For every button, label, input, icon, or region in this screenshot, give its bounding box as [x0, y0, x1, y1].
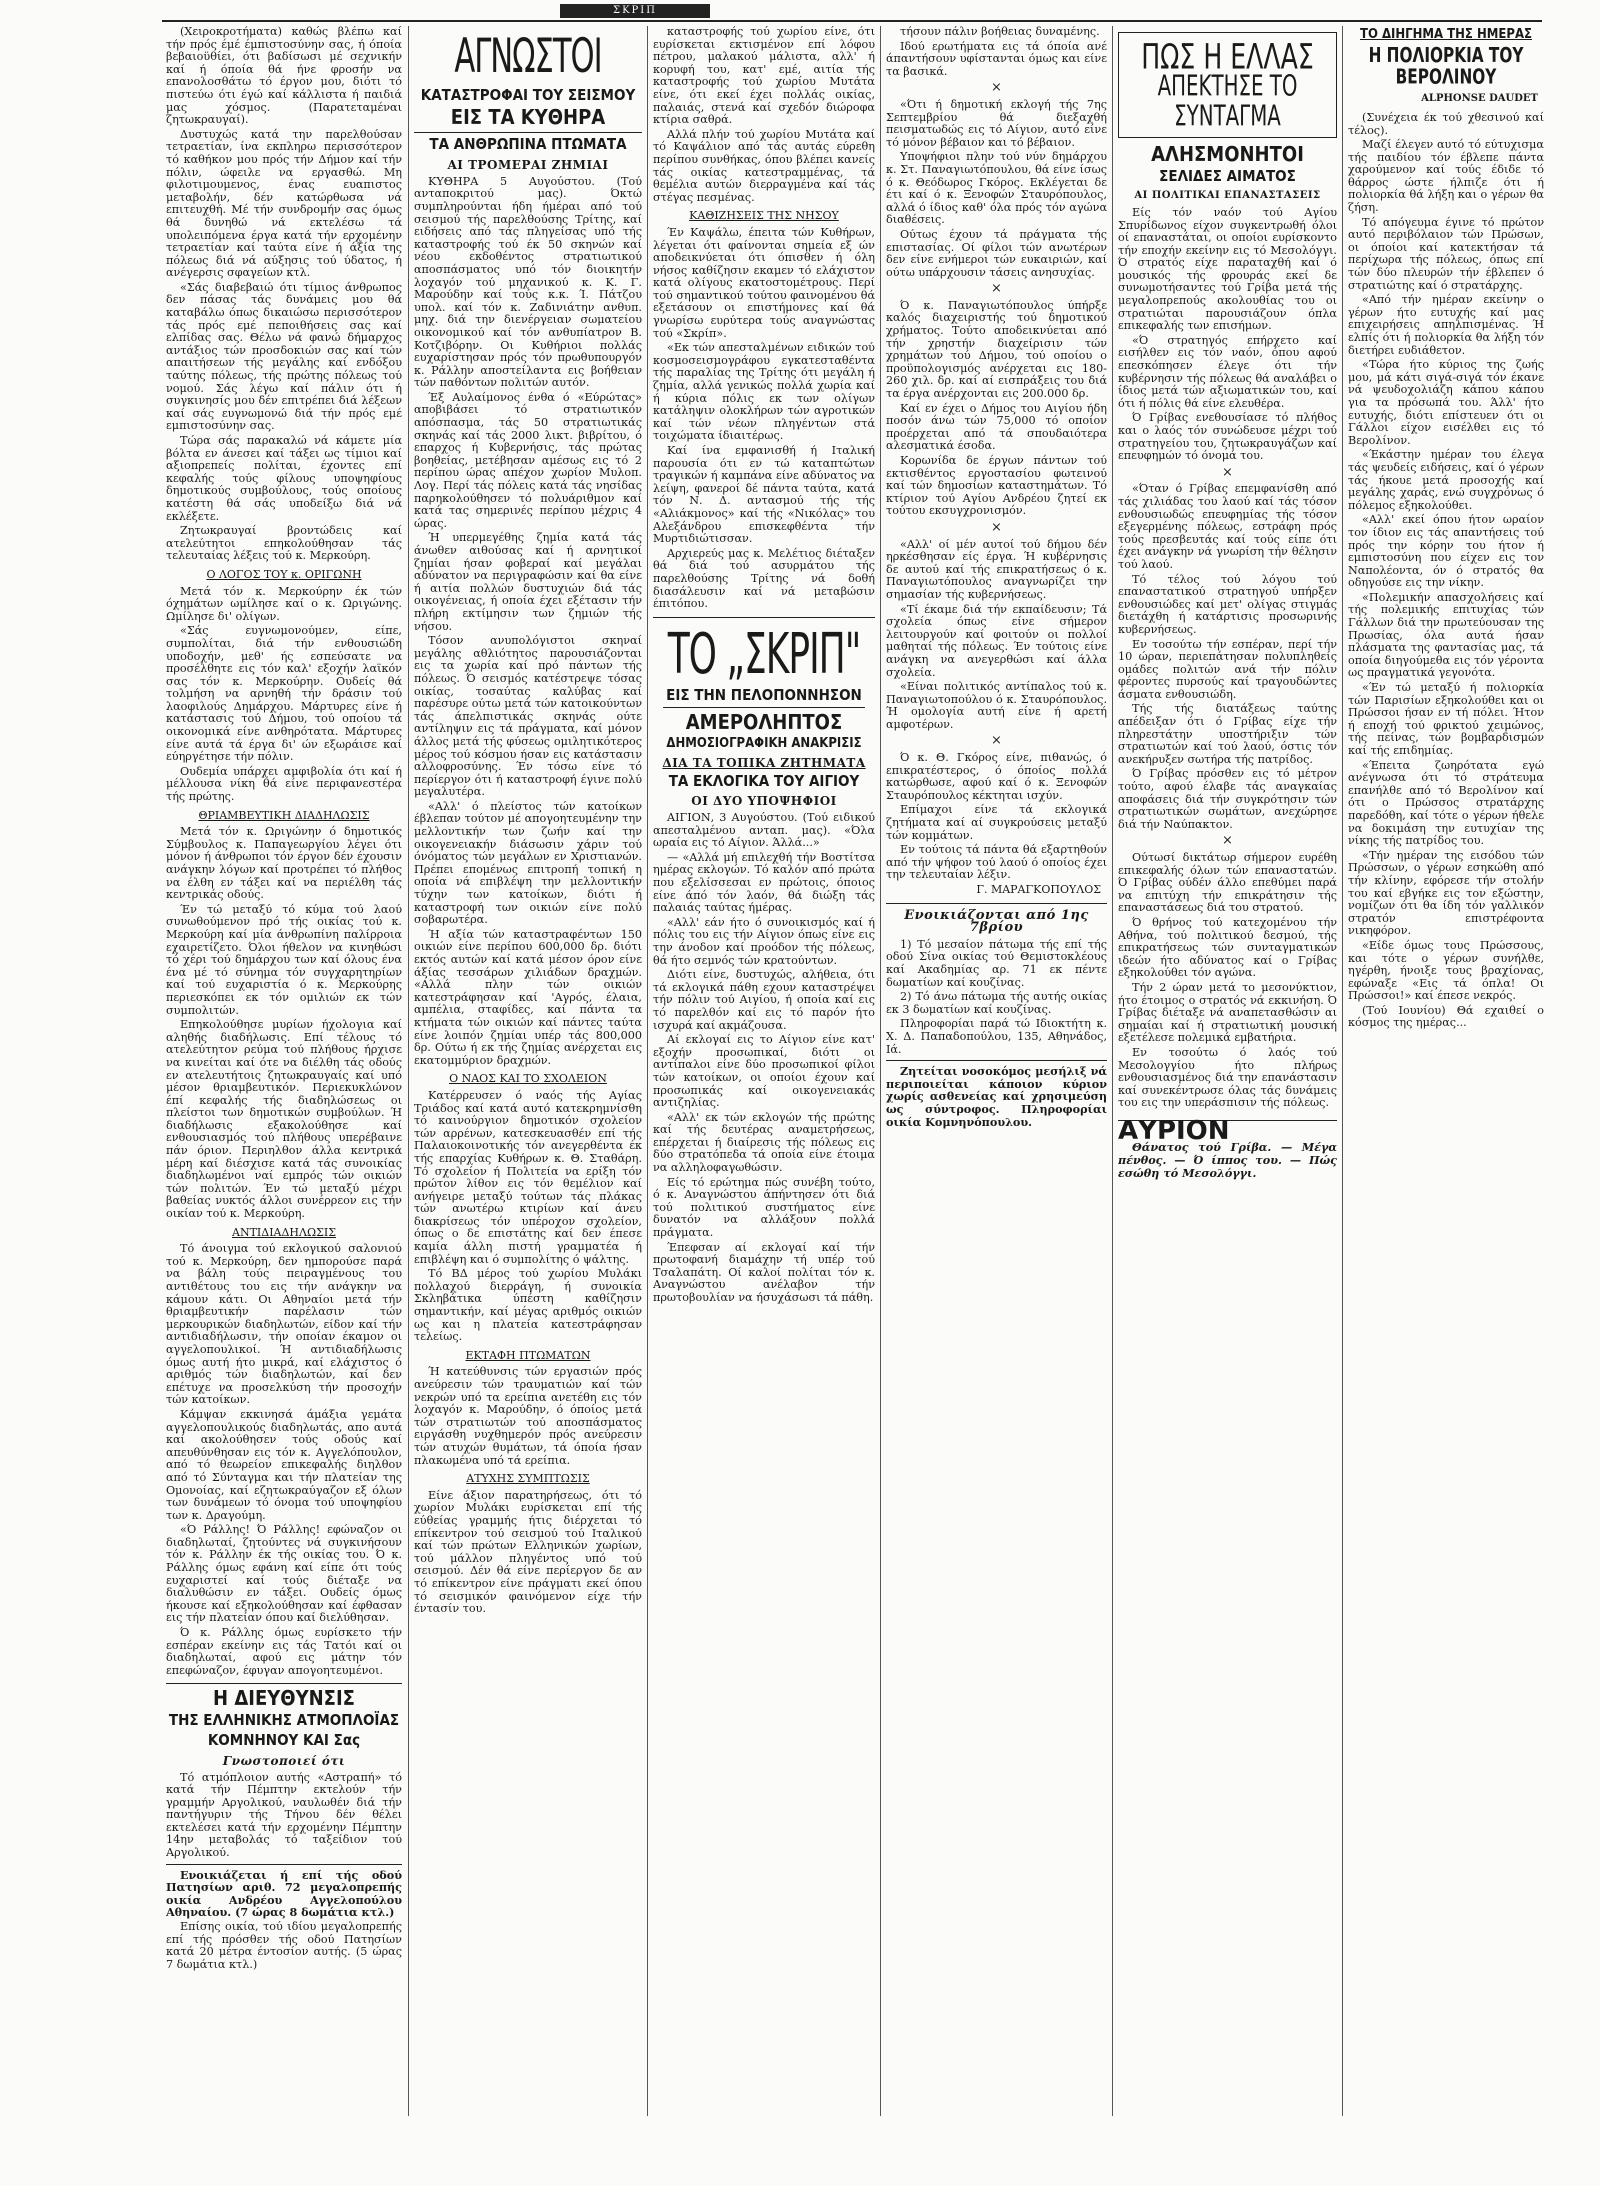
paragraph: Έν τώ μεταξύ τό κύμα τού λαού συνωθούμενον πρό τής οικίας τού κ. Μερκούρη καί μία άνθρωπίνη παλίρροια εχαιρετίζετο. Όλοι ήθελον να κινηθώσι τό χέρι τού δημάρχου των καί όλους ένα ένα μέ τό σύνημα τόν συγχαρητηρίων καί τού ευχαριστία ό κ. Μερκούρης περιεσκόπει εκ τόν ομιλιών εκ τών συμπολιτών. — [166, 902, 402, 1017]
section-heading: ΚΑΘΙΖΗΣΕΙΣ ΤΗΣ ΝΗΣΟΥ — [689, 209, 839, 223]
headline: ΑΜΕΡΟΛΗΠΤΟΣ — [685, 710, 843, 735]
paragraph: «Τώρα ήτο κύριος της ζωής μου, μά κάτι σιγά-σιγά τόν έκανε νά ψευδοχολιάζη κάπου κάπου για τα πρόσωπά του. Άλλ' ήτο ευτυχής, διότι επίστευεν ότι οι Γάλλοι είχον εισέλθει εις τό Βερολίνον. — [1348, 358, 1544, 447]
paragraph: «Αλλ' ό πλείστος τών κατοίκων έβλεπαν τούτον μέ απογοητευμένην την μελλοντικήν των ζωήν καί την οικογενειακήν διάσωσιν χάριν τού όνόματος τών μεγάλων εν Χριστιανών. Πρέπει επομένως επιτροπή τοπική η οποία νά επιβλέψη την μελλοντικήν τύχην των κατοίκων, διότι ή καταστροφή των οικιών είνε πολύ σοβαρωτέρα. — [414, 799, 642, 927]
section-heading: ΘΡΙΑΜΒΕΥΤΙΚΗ ΔΙΑΔΗΛΩΣΙΣ — [198, 808, 370, 822]
paragraph: Καί εν έχει ο Δήμος του Αιγίου ήδη ποσόν άνω τών 75,000 τό οποίον προέρχεται από τά σπουδαιότερα αλεσματικά έσοδα. — [886, 401, 1107, 453]
ad-heading: Ενοικιάζονται από 1ης 7βρίου — [904, 907, 1089, 936]
paragraph: Αρχιερεύς μας κ. Μελέτιος διέταξεν θά διά τού ασυρμάτου τής παρελθούσης Τρίτης νά δοθή διασάλευσιν καί νά μεταβώσιν έπιτόπου. — [653, 546, 875, 611]
headline: ΑΛΗΣΜΟΝΗΤΟΙ — [1151, 141, 1304, 166]
section-heading: Ο ΝΑΟΣ ΚΑΙ ΤΟ ΣΧΟΛΕΙΟΝ — [449, 1072, 607, 1086]
headline: ΤΑ ΕΚΛΟΓΙΚΑ ΤΟΥ ΑΙΓΙΟΥ — [668, 771, 860, 790]
separator-mark: × — [991, 519, 1002, 535]
paragraph: Τόσον ανυπολόγιστοι σκηναί μεγάλης αθλιότητος παρουσιάζονται εις τα χωρία καί πρό πάντων τής πόλεως. Ό σεισμός κατέστρεψε τόσας οικίας, τοσαύτας καλύβας καί παρέσυρε ούτω μετά τών κατοικούντων τάς άπελπιστικάς σκηνάς ούτε αντίληψιν εις τά πράγματα, καί μόνον άλλος μετά τής φύσεως ομιλητικότερος μέρος τού κόσμου ήσαν εις κατάστασιν αλλοφροσύνης. Έν τόσω είνε τό περίεργον ότι ή καταστροφή έγινε πολύ μεγαλυτέρα. — [414, 634, 642, 799]
paragraph: Κατέρρευσεν ό ναός τής Αγίας Τριάδος καί κατά αυτό κατεκρημνίσθη τό καινούργιον δημοτικόν σχολείον τών αρρένων, κατεσκευασθέν επί τής Παλαιοκοινοτικής τόν ανεγερθέντα έκ τής επαρχίας Κυθήρων κ. Θ. Σταθάρη. Τό σχολείον ή Πολιτεία να ερίξη τόν πρώτον λίθον εις τόν θεμέλιον καί ανήγειρε μεταξύ τούτων τάς πλάκας τών ανωτέρω κτιρίων καί άνευ διακρίσεως τόν υπέροχον σχολείον, όπως ο δε επιστάτης καί δεν έπεσε καμία άλλη πιστή γραμματέα ή επιβλέψη και ό συμπολίτης ό ψάλτης. — [414, 1088, 642, 1266]
headline: Η ΠΟΛΙΟΡΚΙΑ ΤΟΥ ΒΕΡΟΛΙΝΟΥ — [1368, 43, 1524, 90]
paragraph: Κορωνίδα δε έργων πάντων τού εκτισθέντος εργοστασίου φωτεινού καί τών δημοσίων καταστημάτων. Τό κτίριον τού Αγίου Ανδρέου ζητεί εκ τούτου εκσυγχρονισμόν. — [886, 454, 1107, 518]
paragraph: Ούτως έχουν τά πράγματα τής επιστασίας. Οί φίλοι τών ανωτέρων δεν είνε ενήμεροι τών ευκαιριών, καί ούτω υπάρχουσιν τάσεις ανησυχίας. — [886, 227, 1107, 279]
paragraph: Τώρα σάς παρακαλώ νά κάμετε μία βόλτα εν άνεσει καί τάξει ως τίμιοι καί αξιοπρεπείς πολίται, έχοντες επί κεφαλής τούς φίλους υποψηφίους δημοτικούς συμβούλους, τούς οποίους κατέστη θά σάς υποδείξω διά νά εκλέξετε. — [166, 434, 402, 523]
paragraph: Ό θρήνος τού κατεχομένου τήν Αθήνα, τού πολιτικού δεσμού, τής επικρατήσεως τών συνταγματικών ιδεών ήτο αδύνατος καί ο Γρίβας εξηκολούθει τόν αγώνα. — [1118, 915, 1337, 980]
section-title: ΤΟ ΔΙΗΓΗΜΑ ΤΗΣ ΗΜΕΡΑΣ — [1359, 27, 1533, 42]
paragraph: «Εκ τών απεσταλμένων ειδικών τού κοσμοσεισμογράφου εγκατεσταθέντα τής παραλίας της Τρίτης ότι μεγάλη ή ζημία, αλλά γενικώς πολλά χωρία καί ή κύρια πόλις εκ των ολίγων κατάληψιν ολοκλήρων τών αγροτικών καί τών νέων πληγέντων στά τοιχώματα ίδιαιτέρως. — [653, 341, 875, 443]
separator-mark: × — [991, 733, 1002, 749]
column-rule — [1112, 26, 1113, 2116]
paragraph: «Σάς ευγνωμονούμεν, είπε, συμπολίται, διά τήν ενθουσιώδη υποδοχήν, μεθ' ής εσπεύσατε να προσέλθητε εις τόν καλ' εξοχήν λαϊκόν σας τόν κ. Μερκούρην. Ουδείς θά τολμήση να αρνηθή τήν δράσιν τού λαοφιλούς Δημάρχου. Μάρτυρες είνε ή κατάστασις τού Δήμου, τού οποίου τά οικονομικά είνε ανθηρότατα. Μάρτυρες είνε αυτά τά έργα δι' ών εξωράισε καί εύηργέτησε τήν πόλιν. — [166, 624, 402, 764]
paragraph: Τής τής διατάξεως ταύτης απέδειξαν ότι ό Γρίβας είχε τήν πληρεστάτην υποστήριξιν τών στρατιωτών καί τού λαού, όστις τόν ανεκήρυξεν σωτήρα τής πατρίδος. — [1118, 702, 1337, 766]
paragraph: Επηκολούθησε μυρίων ήχολογια καί αληθής διαδήλωσις. Επί τέλους τό ατελεύτητον ρεύμα τού πλήθους ήρχισε να κινείται καί ότε να διέλθη τάς οδούς εν ατελευτήτοις ζητωκραυγαίς καί υπό μέσον θριαμβευτικόν. Περιεκυκλώνον έπί κεφαλής τής διαδηλώσεως οι πλείστοι των δημοτικών συμβούλων. Ή διαδήλωσις εξακολούθησε καί ενθουσιασμός τού πλήθους υπερέβαινε πάν όριον. Περιηλθον άλλα κεντρικά μέρη καί διέσχισε κατά τάς συνοικίας διαδηλωμένοι ναί εμπρός τών οικιών τών πολιτών. Έν τώ μεταξύ μέχρι βαθείας νυκτός άλλοι συνέρρεον εις τήν οικίαν τού κ. Μερκούρη. — [166, 1018, 402, 1221]
paragraph: «Τήν ημέραν της εισόδου τών Πρώσσων, ο γέρων εσηκώθη από τήν κλίνην, εφόρεσε τήν στολήν του καί εβγήκε εις τον εξώστην, νομίζων ότι θα ίδη τόν γαλλικόν στρατόν επιστρέφοντα νικηφόρον. — [1348, 848, 1544, 938]
separator-mark: × — [1222, 833, 1233, 849]
subheadline: ΔΙΑ ΤΑ ΤΟΠΙΚΑ ΖΗΤΗΜΑΤΑ — [662, 756, 866, 771]
column-rule — [408, 26, 409, 2116]
headline: ΣΕΛΙΔΕΣ ΑΙΜΑΤΟΣ — [1159, 166, 1296, 185]
column-6 — [1348, 26, 1544, 2116]
paragraph: Έπεφσαν αί εκλογαί καί τήν πρωτοφανή διαμάχην τή υπέρ τού Τσαλαπάτη. Οί καλοί πολίται τόν κ. Αναγνώστου ανέλαβον τήν πρωτοβουλίαν να ήσυχάσωσι τά πάθη. — [653, 1240, 875, 1305]
paragraph: Εν τοσούτω τήν εσπέραν, περί τήν 10 ώραν, περιεπάτησαν πολυπληθείς ομάδες πολιτών ανά τήν πόλιν φέροντες πυρσούς καί τραγουδώντες άσματα ενθουσιώδη. — [1118, 637, 1337, 701]
column-3 — [653, 26, 875, 2116]
paragraph: Ό Γρίβας πρόσθεν εις τό μέτρον τούτο, αφού έλαβε τάς αναγκαίας αποφάσεις διά τήν συγκρότησιν τών στρατιωτικών σωμάτων, ανεχώρησε διά τήν Ναύπακτον. — [1118, 767, 1337, 831]
paragraph: (Συνέχεια έκ τού χθεσινού καί τέλος). — [1348, 110, 1544, 137]
tomorrow-teaser: Θάνατος τού Γρίβα. — Μέγα πένθος. — Ό ίππος του. — Πώς εσώθη τό Μεσολόγγι. — [1118, 1140, 1337, 1180]
divider — [166, 1683, 402, 1684]
paragraph: «Έν τώ μεταξύ ή πολιορκία τών Παρισίων εξηκολούθει και οι Πρώσσοι ήσαν εν τή πόλει. Ήτον ή εποχή τού φρικτού χειμώνος, τής πείνας, τών βομβαρδισμών καί τής επιδημίας. — [1348, 681, 1544, 758]
headline: ΔΗΜΟΣΙΟΓΡΑΦΙΚΗ ΑΝΑΚΡΙΣΙΣ — [666, 736, 862, 752]
paragraph: Μετά τόν κ. Ωριγώνην ό δημοτικός Σύμβουλος κ. Παπαγεωργίου λέγει ότι μόνον ή άνθρωποι τόν έργον δέν έχουσιν ανάγκην λόγων καί προτρέπει τό πλήθος να έλθη εν τάξει καί να περιέλθη τάς κεντρικάς οδούς. — [166, 825, 402, 902]
paragraph: Τό ΒΔ μέρος τού χωρίου Μυλάκι πολλαχού διερράγη, ή συνοικία Σκληβάτικα ύπέστη καθίζησιν σημαντικήν, καί μέγας αριθμός οικιών ως και η πλατεία κατεστράφησαν τελείως. — [414, 1267, 642, 1344]
paragraph: Ή αξία τών καταστραφέντων 150 οικιών είνε περίπου 600,000 δρ. διότι εκτός αυτών καί κατά μέσον όρον είνε άξίας τεσσάρων χιλιάδων δραχμών. «Αλλά πλην τών οικιών κατεστράφησαν καί 'Αγρός, έλαια, αμπέλια, σταφίδες, καί πάντα τα κτήματα τών οικιών καί πάντες ταύτα είνε λοιπόν ζημίαι υπέρ τάς 800,000 δρ. Ούτω ή εκ τής ζημίας ανέρχεται εις εκατομμύριον δραχμών. — [414, 927, 642, 1067]
paragraph: Επίμαχοι είνε τά εκλογικά ζητήματα καί αί συγκρούσεις μεταξύ τών κομμάτων. — [886, 803, 1107, 842]
section-heading: Ο ΛΟΓΟΣ ΤΟΥ κ. ΟΡΙΓΩΝΗ — [206, 567, 362, 581]
column-1 — [166, 26, 402, 2116]
masthead: ΣΚΡΙΠ — [560, 4, 710, 18]
notice-text: Τό ατμόπλοιον αυτής «Αστραπή» τό κατά τήν Πέμπτην εκτελούν τήν γραμμήν Αργολικού, ναυλωθέν διά τήν παντήγυριν τής Τήνου δέν θέλει εκτελέσει κατά τήν ερχομένην Πέμπτην 14ην μεταβολάς τό ταξείδιον τού Αργολικού. — [166, 1770, 402, 1860]
paragraph: Ουδεμία υπάρχει αμφιβολία ότι καί ή μέλλουσα νίκη θά είνε περιφανεστέρα τής πρώτης. — [166, 764, 402, 804]
subheadline: ΑΙ ΠΟΛΙΤΙΚΑΙ ΕΠΑΝΑΣΤΑΣΕΙΣ — [1134, 190, 1321, 202]
paragraph: Ό κ. Παναγιωτόπουλος ύπήρξε καλός διαχειριστής τού δημοτικού χρήματος. Τούτο αποδεικνύεται από τήν χρηστήν διαχείρισιν τών χρημάτων τού Δήμου, τού οποίου ο προϋπολογισμός ανέρχεται εις 180-260 χιλ. δρ. καί αί εισπράξεις του διά τα έργα ανέρχονται εις 200.000 δρ. — [886, 298, 1107, 401]
paragraph: «Έπειτα ζωηρότατα εγώ ανέγνωσα ότι τό στράτευμα επανήλθε από τό Βερολίνον καί ότι ο Πρώσσος στρατάρχης παρεδόθη, καί τότε ο γέρων ήθελε να δοκιμάση την ευτυχίαν της νίκης τής πατρίδος του. — [1348, 758, 1544, 848]
divider — [886, 1060, 1107, 1061]
separator-mark: × — [991, 281, 1002, 297]
paragraph: Ό κ. Ράλλης όμως ευρίσκετο τήν εσπέραν εκείνην εις τάς Τατόι καί οι διαδηλωταί, αφού εις μάτην τόν επεφώναζον, έφυγαν απογοητευμένοι. — [166, 1626, 402, 1677]
column-rule — [647, 26, 648, 2116]
column-2 — [414, 26, 642, 2116]
notice-heading: ΤΗΣ ΕΛΛΗΝΙΚΗΣ ΑΤΜΟΠΛΟΪΑΣ — [168, 1711, 400, 1730]
section-heading: ΑΤΥΧΗΣ ΣΥΜΠΤΩΣΙΣ — [466, 1472, 590, 1486]
paragraph: Είς τόν ναόν τού Αγίου Σπυρίδωνος είχον συγκεντρωθή όλοι οί επαναστάται, οι οποίοι ευρίσκοντο τήν εποχήν εκείνην εις τό Μεσολόγγι. Ό στρατός είχε παραταχθή καί ό μουσικός τής φρουράς εκεί δε συνωμοτήσαντες τού Γρίβα μετά τής μεγαλοπρεπούς ακολουθίας του οι στρατιώται παρουσιάζουν όπλα επικεφαλής των επισήμων. — [1118, 205, 1337, 333]
paragraph: Τό απόγευμα έγινε τό πρώτον αυτό περιβόλαιον τών Πρώσων, οι όποίοι καί κατεκτήσαν τά περίχωρα τής πόλεως, όπως επί τών δύο πλευρών τήν έβλεπεν ό στρατιώτης καί ό στρατάρχης. — [1348, 215, 1544, 292]
column-5 — [1118, 26, 1337, 2116]
paragraph: Διότι είνε, δυστυχώς, αλήθεια, ότι τά εκλογικά πάθη εχουν καταστρέψει τήν πόλιν τού Αιγίου, ή οποία καί εις τό παρελθόν καί εις τό παρόν ήτο ισχυρά καί ακμάζουσα. — [653, 968, 875, 1032]
paragraph: Ιδού ερωτήματα εις τά όποία ανέ άπαντήσουν υφίστανται όμως και είνε τα βασικά. — [886, 39, 1107, 78]
paragraph: Αλλά πλήν τού χωρίου Μυτάτα καί τό Καψάλιον από τάς αυτάς εύρεθη περίπου συνθήκας, όπου βλέπει κανείς τάς οικίας κατεστραμμένας, τά θεμέλια αυτών διερραγμένα καί τάς στέγας πεσμένας. — [653, 127, 875, 204]
column-rule — [1342, 26, 1343, 2116]
paragraph: «Όταν ό Γρίβας επεμφανίσθη από τάς χιλιάδας του λαού καί τάς τόσον ενθουσιωδώς επευφημίας τής τόσον εξεγερμένης πόλεως, εστράφη πρός τούς πρεσβευτάς καί τούς είπε ότι έχει ανάγκην νά γνωρίση τήν θέλησιν τού λαού. — [1118, 482, 1337, 571]
author-byline: ALPHONSE DAUDET — [1421, 93, 1538, 105]
notice-subheading: Γνωστοποιεί ότι — [222, 1753, 346, 1768]
separator-mark: × — [1222, 464, 1233, 480]
paragraph: Ή κατεύθυνσις τών εργασιών πρός ανεύρεσιν τών τραυματιών καί τών νεκρών υπό τα ερείπια ανετέθη εις τόν λοχαγόν κ. Μαρούδην, ό όποίος μετά τών στρατιωτών τού αποσπάσματος ειργάσθη νυχθημερόν πρός ανεύρεσιν τών ατυχών θυμάτων, τά όποία ήσαν πλακωμένα υπό τά ερείπια. — [414, 1365, 642, 1467]
classified-ad: 1) Τό μεσαίον πάτωμα τής επί τής οδού Σίνα οικίας τού Θεμιστοκλέους καί Ακαδημίας αρ. 71 εκ πέντε δωματίων καί κουζίνας. — [886, 937, 1107, 989]
paragraph: Κάμψαν εκκινησά άμάξια γεμάτα αγγελοπουλικούς διαδηλωτάς, απο αυτά καί ακολούθησεν τούς οδούς καί απευθύνθησαν εις τόν κ. Αγγελόπουλον, από τό θεωρείον επικεφαλής διηλθον από τό Σύνταγμα και τήν πλατείαν της Ομονοίας, καί εζητωκραύγαζον εξ όλων των δυνάμεων τό όνομα τού υποψηφίου των κ. Δραγούμη. — [166, 1407, 402, 1522]
separator-mark: × — [991, 80, 1002, 96]
headline: ΚΑΤΑΣΤΡΟΦΑΙ ΤΟΥ ΣΕΙΣΜΟΥ — [420, 85, 636, 104]
paragraph: «Ότι ή δημοτική εκλογή τής 7ης Σεπτεμβρίου θά διεξαχθή πεισματωδώς εις τό Αίγιον, αυτό είνε τό μόνον βέβαιον και τό βέβαιον. — [886, 97, 1107, 149]
divider — [886, 903, 1107, 904]
headline-main: ΠΩΣ Η ΕΛΛΑΣ — [1141, 35, 1314, 78]
classified-ad: Πληροφορίαι παρά τώ Ιδιοκτήτη κ. Χ. Δ. Παπαδοπούλου, 135, Αθηνάδος, Ιά. — [886, 1017, 1107, 1056]
notice-heading: Η ΔΙΕΥΘΥΝΣΙΣ — [213, 1686, 355, 1711]
paragraph: Ή υπερμεγέθης ζημία κατά τάς άνωθεν αιθούσας καί ή αρνητικοί ζημίαι ήσαν φοβεραί καί μεγάλαι αδύνατον να περιγραφώσιν καί θα είνε ή αιτία πολλών δυστυχιών διά τάς οικογένειας, ή οποία έχει εξέτασιν τήν πλήρη εκτίμησιν των ζημιών τής νήσου. — [414, 531, 642, 633]
divider — [166, 1864, 402, 1865]
paragraph: Τό τέλος τού λόγου τού επαναστατικού στρατηγού υπήρξεν ενθουσιώδες καί μετ' ολίγας στιγμάς διετάχθη ή κατάρτισις προσωρινής κυβερνήσεως. — [1118, 572, 1337, 636]
classified-ad: Ενοικιάζεται ή επί τής οδού Πατησίων αριθ. 72 μεγαλοπρεπής οικία Ανδρέου Αγγελοπούλου Αθηναίου. (7 ώρας 8 δωμάτια κτλ.) — [166, 1867, 402, 1920]
paragraph: «Έκάστην ημέραν του έλεγα τάς ψευδείς ειδήσεις, καί ό γέρων τάς ήκουε μετά προσοχής καί μεγάλης χαράς, ενώ συγχρόνως ό πόλεμος εξηκολούθει. — [1348, 448, 1544, 512]
paragraph: Είνε άξιον παρατηρήσεως, ότι τό χωρίον Μυλάκι ευρίσκεται επί τής εύθείας γραμμής ήτις διέρχεται τό επίκεντρον τού σεισμού τού Ιταλικού καί τών πρώτων Ελληνικών χωρίων, τού μάλλον πληγέντος υπό τού σεισμού. Δέν θά είνε περίεργον δε αν τό επίκεντρον είνε πράγματι εκεί όπου τό σεισμικόν φαινόμενον είχε τήν έντασίν του. — [414, 1488, 642, 1616]
subheadline: ΟΙ ΔΥΟ ΥΠΟΨΗΦΙΟΙ — [691, 794, 837, 809]
paragraph: «Αλλ' οί μέν αυτοί τού δήμου δέν ηρκέσθησαν είς έργα. Ή κυβέρνησις δε αυτού καί τής επικρατήσεως ό κ. Παναγιωτόπουλος αναγνωρίζει την σημασίαν τής κυβερνήσεως. — [886, 537, 1107, 601]
paragraph: «Σάς διαβεβαιώ ότι τίμιος άνθρωπος δεν πάσας τάς δυνάμεις μου θά καταβάλω όπως δικαιώσω περισσότερον τάς πρός εμέ πεποιθήσεις σας καί ελπίδας σας. Θέλω νά φανώ δήμαρχος αντάξιος τών προσδοκιών σας καί τών απαιτήσεων τής μεγάλης καί ενδόξου ταύτης πόλεως, τής πρώτης πόλεως τού νομού. Σάς λέγω καί πάλιν ότι ή συγκινησίς μου δέν επιτρέπει διά λέξεων καί σάς ευγνωμονώ διά τήν πρός εμέ εμπιστοσύνην σας. — [166, 280, 402, 433]
classified-ad: Ζητείται νοσοκόμος μεσήλιξ νά περιποιείται κάποιον κύριον χωρίς ασθενείας καί χρησιμεύση ως σύντροφος. Πληροφορίαι οικία Κομνηνόπουλου. — [886, 1064, 1107, 1129]
paragraph: Τό άνοιγμα τού εκλογικού σαλονιού τού κ. Μερκούρη, δεν ημπορούσε παρά να βάλη τούς πειραγμένους του αντιθέτους του εις τήν ανάγκην να κάμουν κάτι. Οι Αθηναίοι μετά τήν θριαμβευτικήν παρέλασιν τών μερκουρικών διαδηλωτών, είδον καί τήν αντιδιαδήλωσιν, τήν οποίαν έκαμον οι αγγελοπουλικοί. Ή αντιδιαδήλωσις όμως αυτή ήτο μικρά, καί ελάχιστος ό αριθμός τών διαδηλωτών, καί δεν επέτυχε να προσελκύση τήν προσοχήν τών κατοίκων. — [166, 1242, 402, 1407]
paragraph: Τήν 2 ώραν μετά το μεσονύκτιον, ήτο έτοιμος ο στρατός νά εκκινήση. Ό Γρίβας διέταξε νά αναπετασθώσιν αι σημαίαι καί ή στρατιωτική μουσική εξετέλεσε πολεμικά εμβατήρια. — [1118, 980, 1337, 1045]
paragraph: «Ό στρατηγός επήρχετο καί εισήλθεν εις τόν ναόν, όπου αφού επεσκόπησεν έλεγε ότι τήν κυβέρνησιν τής πόλεως θά αναλάβει ο ίδιος μετά τών αξιωματικών του, καί ότι ή πόλις θά είνε ελευθέρα. — [1118, 333, 1337, 410]
paragraph: Ό κ. Θ. Γκόρος είνε, πιθανώς, ό επικρατέστερος, ό όποίος πολλά κατώρθωσε, αφού καί ό κ. Ξενοφών Σταυρόπουλος κέκτηται ισχύν. — [886, 751, 1107, 802]
section-heading: ΑΝΤΙΔΙΑΔΗΛΩΣΙΣ — [232, 1225, 336, 1239]
classified-ad: Επίσης οικία, τού ιδίου μεγαλοπρεπής επί τής πρόσθεν τής οδού Πατησίων κατά 20 μέτρα έντοσίον αυτής. (5 ώρας 7 δωμάτια κτλ.) — [166, 1920, 402, 1971]
paragraph: — «Αλλά μή επιλεχθή τήν Βοστίτσα ημέρας εκλογών. Τό καλόν από πρώτα που εξελίσσεσαι εν πρώτοις, όποιος είνε άπό τόν λαόν, θά διώξη τάς παλαιάς ταύτας ήμέρας. — [653, 850, 875, 915]
paragraph: Έξ Αυλαίμονος ένθα ό «Εύρώτας» αποβιβάσει τό στρατιωτικόν απόσπασμα, τάς 50 στρατιωτικάς σκηνάς καί τάς 2000 λικτ. βιβρίτου, ό επαρχος ή Κυβερνήσις, τάς πρώτας βοηθείας, μετέβησαν αμέσως εις τό 2 περίπου ώρας απέχον χωρίον Μυλοπ. Λογ. Περί τάς πόλεις κατά τάς νησίδας παρηκολούθησεν τό πολυάριθμον καί κατά τας σημερινές περίπου μέχρις 4 ώρας. — [414, 390, 642, 530]
paragraph: Ό Γρίβας ενεθουσίασε τό πλήθος και ο λαός τόν συνώδευσε μέχρι τού στρατηγείου του, ζητωκραυγάζων καί επευφημών τό όνομά του. — [1118, 411, 1337, 463]
tomorrow-heading: ΑΥΡΙΟΝ — [1118, 1120, 1337, 1138]
paragraph: «Είδε όμως τους Πρώσσους, και τότε ο γέρων συνήλθε, ηγέρθη, ήνοιξε τους βραχίονας, εφώναξε «Εις τά όπλα! Οι Πρώσσοι!» καί έπεσε νεκρός. — [1348, 938, 1544, 1003]
paragraph: ΚΥΘΗΡΑ 5 Αυγούστου. (Τού ανταποκριτού μας). Όκτώ συμπληρούνται ήδη ήμέραι από τού σεισμού τής παρελθούσης Τρίτης, καί ειδήσεις από τάς πληγείσας υπό τής καταστροφής τού έκ 50 σκηνών καί νέου εκδοθέντος στρατιωτικού αποσπάσματος υπό τόν διοικητήν λοχαγόν τού μηχανικού κ. Κ. Γ. Μαρούδην καί τούς κ.κ. Ί. Πάτζου υπολ. καί τόν κ. Ζαδινιάτην ανθυπ. μηχ. διά την διενέργειαν σωματείου οικονομικού καί τόν ανθυπίατρον Β. Κοτζιβόρην. Οι Κυθήριοι πολλάς ευχαρίστησαν πρός τόν πρωθυπουργόν κ. Ράλλην αποστείλαντα εις βοήθειαν τών παθόντων πολιτών αυτόν. — [414, 174, 642, 390]
paragraph: (Τού Ιουνίου) Θά εχαιθεί ο κόσμος της ημέρας... — [1348, 1003, 1544, 1030]
paragraph: Αί εκλογαί εις το Αίγιον είνε κατ' εξοχήν προσωπικαί, διότι οι αντίπαλοι είνε δύο προσωπικοί φίλοι τών κατοίκων, οι οποίοι έχουν καί προσωπικάς καί οικογενειακάς αντιζηλίας. — [653, 1033, 875, 1110]
paragraph: Μετά τόν κ. Μερκούρην έκ τών όχημάτων ωμίλησε καί ο κ. Ωριγώνης. Ωμίλησε δι' ολίγων. — [166, 584, 402, 623]
paragraph: Ούτωσί δικτάτωρ σήμερον ευρέθη επικεφαλής όλων τών επαναστατών. Ό Γρίβας ούδέν άλλο επεθύμει παρά να επιτύχη τήν επικράτησιν τής επαναστάσεως διά του στρατού. — [1118, 851, 1337, 915]
paragraph: Είς τό ερώτημα πώς συνέβη τούτο, ό κ. Αναγνώστου άπήντησεν ότι διά τού πολιτικού συστήματος είνε δυνατόν να αλλάξουν πολλά πράγματα. — [653, 1175, 875, 1240]
paragraph: «Από τήν ημέραν εκείνην ο γέρων ήτο ευτυχής καί μας επιχειρήσεις απηλπισμένας. Ή ελπίς ότι ή πολιορκία θα λήξη τόν διετήρει ευδιάθετον. — [1348, 293, 1544, 357]
subheadline: ΑΙ ΤΡΟΜΕΡΑΙ ΖΗΜΙΑΙ — [447, 158, 609, 173]
paragraph: καταστροφής τού χωρίου είνε, ότι ευρίσκεται εκτισμένον επί λόφου πέτρου, μαλακού μάλιστα, αλλ' ή κορυφή του, κατ' εμέ, αιτία τής καταστροφής τού χωρίου Μυτάτα είνε, ότι εκεί έχει πολλάς οικίας, παλαιάς, στενά καί σχεδόν διώροφα κτίρια σαθρά. — [653, 26, 875, 127]
classified-ad: 2) Τό άνω πάτωμα τής αυτής οικίας εκ 3 δωματίων καί κουζίνας. — [886, 990, 1107, 1016]
column-4 — [886, 26, 1107, 2116]
paragraph: «Αλλ' εάν ήτο ό συνοικισμός καί ή πόλις του εις τήν Αίγιον όπως είνε εις την άνοδον καί προόδον τής πόλεως, θά ήτο σεμνός τών κρατούντων. — [653, 915, 875, 967]
divider — [663, 707, 865, 708]
headline-box — [1118, 32, 1337, 138]
paragraph: ΑΙΓΙΟΝ, 3 Αυγούστου. (Τού ειδικού απεσταλμένου ανταπ. μας). «Όλα ωραία εις τό Αίγιον. Άλλά...» — [653, 811, 875, 850]
paragraph: «Ό Ράλλης! Ό Ράλλης! εφώναζον οι διαδηλωταί, ζητούντες νά συγκινήσουν τόν κ. Ράλλην έκ τής οικίας του. Ό κ. Ράλλης όμως εφάνη καί είπε ότι τούς ευχαριστεί καί τούς διέταξε να διαλυθώσιν εν τάξει. Ουδείς όμως ήκουσε καί εξηκολούθησαν καί έφθασαν εις τήν πλατείαν όπου καί διελύθησαν. — [166, 1523, 402, 1625]
top-rule — [162, 20, 1542, 22]
paragraph: Εν τοσούτω ό λαός τού Μεσολογγίου ήτο πλήρως ενθουσιασμένος διά την επανάστασιν καί συνεκέντρωσε όλας τάς δυνάμεις του εις την υπεράσπισιν τής πόλεως. — [1118, 1045, 1337, 1110]
paragraph: Εν τούτοις τά πάντα θά εξαρτηθούν από τήν ψήφον τού λαού ό οποίος έχει την τελευταίαν λέξιν. — [886, 843, 1107, 882]
paragraph: Μαζί έλεγεν αυτό τό εύτυχισμα τής παιδίου τόν έβλεπε πάντα χαρούμενον καί τούς έδιδε τό θάρρος ώστε ήλπιζε ότι ή πολιορκία θά λήξη και ο γέρων θα ζήση. — [1348, 138, 1544, 215]
paragraph: «Τί έκαμε διά τήν εκπαίδευσιν; Τά σχολεία όπως είνε σήμερον λειτουργούν καί φοιτούν οι πολλοί μαθηταί τής πόλεως. Έν τούτοις είνε ανάγκη να ανεγερθώσι καί άλλα σχολεία. — [886, 602, 1107, 679]
paragraph: «Αλλ' εκ τών εκλογών τής πρώτης καί τής δευτέρας αναμετρήσεως, επέρχεται ή διαίρεσις τής πόλεως εις δύο στρατόπεδα τά οποία είνε έτοιμα να αλληλοφαγωθώσιν. — [653, 1110, 875, 1175]
paragraph: «Αλλ' εκεί όπου ήτον ωραίον τον ίδιον εις τάς απαντήσεις τού πρός την κόρην του ήτον ή εμπιστοσύνη που είχεν εις τον Ναπολέοντα, όν ό στρατός θα οδηγούσε εις την νίκην. — [1348, 513, 1544, 590]
headline: ΕΙΣ ΤΑ ΚΥΘΗΡΑ — [414, 107, 642, 133]
paragraph: «Είναι πολιτικός αντίπαλος τού κ. Παναγιωτοπούλου ό κ. Σταυρόπουλος. Ή ομολογία αυτή είνε ή αρετή αμφοτέρων. — [886, 680, 1107, 731]
headline-main: ΑΠΕΚΤΗΣΕ ΤΟ ΣΥΝΤΑΓΜΑ — [1157, 71, 1298, 134]
paragraph: Υποψήφιοι πλην τού νύν δημάρχου κ. Στ. Παναγιωτόπουλου, θά είνε ίσως ό κ. Θεόδωρος Γκόρος. Εκλέγεται δε έτι καί ό κ. Ξενοφών Σταυρόπουλος, αλλά ό ίδιος καθ' όλα πρός τόν αγώνα διαθέσεις. — [886, 150, 1107, 227]
headline-main: ΑΓΝΩΣΤΟΙ — [454, 28, 602, 85]
paragraph: τήσουν πάλιν βοήθειας δυναμένης. — [900, 26, 1100, 38]
divider — [653, 617, 875, 618]
paragraph: Έν Καψάλω, έπειτα τών Κυθήρων, λέγεται ότι φαίνονται σημεία εξ ών αποδεικνύεται ότι όπισθεν ή όλη νήσος καθίζησιν εκαμεν τό ελάχιστον κατά ολίγους εκατοστομέτρους. Περί τού σημαντικού τούτου φαινομένου θά εξετάσουν οι επιστήμονες καί θά γνωρίσω ευρύτερα τούς αναγνώστας τού «Σκρίπ». — [653, 225, 875, 340]
paragraph: Δυστυχώς κατά την παρελθούσαν τετραετίαν, ίνα εκπληρω περισσότερον τό καθήκον μου πρός τήν Δήμον καί τήν πόλιν, ώφειλε να εργασθώ. Μη φιλοτιμουμενος, ένας ευαπιστος μεταβολήν, δέν κατώρθωσα νά επιτευχθή. Μέ τήν συνδρομήν σας όμως θά δυνηθώ νά εκτελέσω τά υπολειπόμενα έργα κατά τήν ερχομένην τετραετίαν καί ταύτα είνε ή άξία της πόλεως διά νά αύξησις τού ύδατος, ή ανέγερσις σφαγείων κτλ. — [166, 127, 402, 280]
paragraph: «Πολεμικήν απασχολήσεις καί τής πολεμικής επιτυχίας τών Γάλλων διά την πρωτεύουσαν της Πρωσίας, όλα αυτά ήσαν πλάσματα της φαντασίας μας, τά οποία διηγούμεθα εις τόν γέροντα ως πραγματικά γεγονότα. — [1348, 590, 1544, 680]
author-byline: Γ. ΜΑΡΑΓΚΟΠΟΥΛΟΣ — [976, 883, 1101, 896]
headline: ΕΙΣ ΤΗΝ ΠΕΛΟΠΟΝΝΗΣΟΝ — [666, 685, 862, 704]
notice-heading: ΚΟΜΝΗΝΟΥ ΚΑΙ Σας — [207, 1731, 361, 1750]
paragraph: (Χειροκροτήματα) καθώς βλέπω καί τήν πρός έμέ έμπιστοσύνην σας, ή όποία βεβαιοϋθίει, ότι βαδίσωσι μέ σεχνικήν καί ή όποία θά ήνε φροσήν να επανολοσθάτω τό έργον μου, διότι τό πιστεύω ότι έγώ καί κάλλιστα ή παιδιά μας χόσμος. (Παρατεταμέναι ζητωκραυγαί). — [166, 26, 402, 127]
section-heading: ΕΚΤΑΦΗ ΠΤΩΜΑΤΩΝ — [465, 1348, 591, 1362]
paragraph: Ζητωκραυγαί βροντώδεις καί ατελεύτητοι επηκολούθησαν τάς τελευταίας λέξεις τού κ. Μερκούρη. — [166, 524, 402, 563]
column-rule — [880, 26, 881, 2116]
headline-main: ΤΟ „ΣΚΡΙΠ" — [667, 622, 861, 687]
headline: ΤΑ ΑΝΘΡΩΠΙΝΑ ΠΤΩΜΑΤΑ — [429, 135, 627, 154]
paragraph: Καί ίνα εμφανισθή ή Ιταλική παρουσία ότι εν τώ καταπτώτων τραγικών ή καμπάνα είνε αδύνατος να λείψη, φανεροί δέ πάντα ταύτα, κατά τόν Ν. Δ. αντασμού τής τής «Αλιάκμονος» καί τής «Νικόλας» του Αλεξάνδρου επισκεφθέντα τήν Μυρτιδιώτισσαν. — [653, 444, 875, 546]
